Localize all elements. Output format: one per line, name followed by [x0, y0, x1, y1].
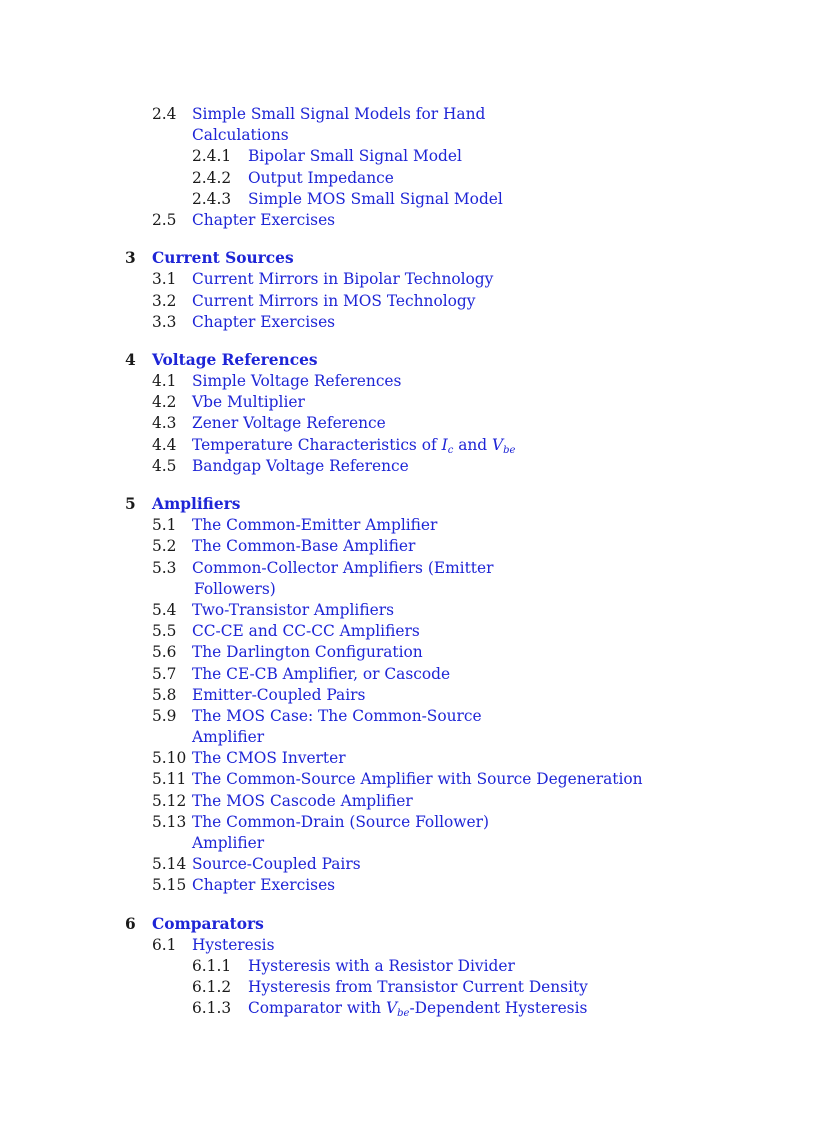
toc-subsection-row[interactable] — [0, 977, 816, 998]
section-link[interactable]: Bandgap Voltage Reference — [192, 456, 409, 475]
section-number: 4.5 — [152, 456, 177, 475]
toc-section-row[interactable] — [0, 748, 816, 769]
section-number: 5.3 — [152, 558, 177, 577]
toc-section-row[interactable] — [0, 600, 816, 621]
toc-section-row[interactable] — [0, 854, 816, 875]
chapter-number: 3 — [125, 249, 136, 268]
toc-section-row[interactable] — [0, 769, 816, 790]
toc-section-row[interactable] — [0, 413, 816, 434]
section-number: 5.14 — [152, 855, 187, 874]
section-link[interactable]: Two-Transistor Amplifiers — [192, 600, 394, 619]
subsection-link[interactable]: Simple MOS Small Signal Model — [248, 189, 503, 208]
section-link-continuation[interactable]: Amplifier — [192, 834, 265, 852]
chapter-number: 4 — [125, 350, 136, 369]
section-link[interactable]: Current Mirrors in MOS Technology — [192, 291, 476, 310]
toc-chapter-row[interactable] — [0, 494, 816, 515]
subsection-link[interactable]: Hysteresis from Transistor Current Density — [248, 978, 588, 997]
toc-section-title-continuation[interactable] — [0, 579, 816, 600]
chapter-number: 5 — [125, 495, 136, 513]
toc-chapter-row[interactable] — [0, 350, 816, 371]
section-number: 4.3 — [152, 414, 177, 433]
section-number: 5.7 — [152, 664, 177, 683]
toc-section-row[interactable] — [0, 642, 816, 663]
subsection-link[interactable]: Bipolar Small Signal Model — [248, 147, 462, 166]
toc-section-row[interactable] — [0, 104, 816, 125]
subsection-link[interactable]: Output Impedance — [248, 168, 394, 187]
subsection-link[interactable] — [248, 998, 587, 1024]
section-link[interactable]: The Common-Emitter Amplifier — [192, 516, 438, 535]
section-number: 4.1 — [152, 372, 177, 391]
toc-section-row[interactable] — [0, 456, 816, 477]
section-number: 4.4 — [152, 435, 177, 454]
section-link[interactable]: The Darlington Configuration — [192, 643, 423, 662]
toc-chapter-row[interactable] — [0, 914, 816, 935]
section-link[interactable]: Chapter Exercises — [192, 876, 336, 895]
section-link[interactable]: The CMOS Inverter — [192, 749, 346, 768]
title-text: Comparator with — [248, 999, 386, 1018]
section-link[interactable]: The Common-Base Amplifier — [192, 537, 416, 556]
section-link[interactable]: Source-Coupled Pairs — [192, 855, 361, 874]
toc-section-row[interactable] — [0, 664, 816, 685]
section-link-continuation[interactable]: Followers) — [194, 579, 276, 598]
toc-section-title-continuation[interactable] — [0, 727, 816, 748]
subsection-number: 2.4.3 — [192, 189, 232, 208]
toc-subsection-row[interactable] — [0, 189, 816, 210]
section-number: 3.1 — [152, 270, 177, 289]
title-text: -Dependent Hysteresis — [409, 999, 588, 1018]
chapter-number: 6 — [125, 914, 136, 933]
section-number: 5.12 — [152, 791, 187, 810]
toc-section-title-continuation[interactable] — [0, 125, 816, 146]
section-link[interactable]: Common-Collector Amplifiers (Emitter — [192, 558, 494, 577]
section-number: 2.4 — [152, 105, 177, 123]
section-number: 5.15 — [152, 876, 187, 895]
title-text: and — [453, 435, 493, 454]
math-symbol: I — [441, 435, 448, 454]
toc-subsection-row[interactable] — [0, 168, 816, 189]
section-link[interactable]: The MOS Cascode Amplifier — [192, 791, 413, 810]
subsection-number: 2.4.2 — [192, 168, 232, 187]
section-link[interactable]: The MOS Case: The Common-Source — [192, 706, 482, 725]
math-subscript: be — [397, 1008, 410, 1020]
section-link[interactable]: Current Mirrors in Bipolar Technology — [192, 270, 494, 289]
section-link[interactable]: Zener Voltage Reference — [192, 414, 386, 433]
section-link[interactable]: Hysteresis — [192, 935, 275, 954]
toc-section-row[interactable] — [0, 210, 816, 231]
toc-section-row[interactable] — [0, 371, 816, 392]
title-text: Temperature Characteristics of — [192, 435, 442, 454]
section-number: 6.1 — [152, 935, 177, 954]
chapter-link[interactable]: Current Sources — [152, 249, 294, 268]
toc-section-row[interactable] — [0, 536, 816, 557]
toc-section-row[interactable] — [0, 812, 816, 833]
toc-chapter-row[interactable] — [0, 248, 816, 269]
subsection-link[interactable]: Hysteresis with a Resistor Divider — [248, 956, 515, 975]
math-subscript: c — [447, 444, 454, 456]
section-number: 5.10 — [152, 749, 187, 768]
section-link[interactable]: The CE-CB Amplifier, or Cascode — [192, 664, 451, 683]
toc-section-row[interactable] — [0, 558, 816, 579]
table-of-contents — [0, 104, 816, 1020]
chapter-link[interactable]: Amplifiers — [152, 495, 241, 513]
section-link[interactable]: Emitter-Coupled Pairs — [192, 685, 366, 704]
section-number: 5.8 — [152, 685, 177, 704]
toc-section-row[interactable] — [0, 791, 816, 812]
toc-section-row[interactable] — [0, 435, 816, 456]
section-link[interactable]: Simple Voltage References — [192, 372, 402, 391]
toc-subsection-row[interactable] — [0, 998, 816, 1019]
toc-section-row[interactable] — [0, 685, 816, 706]
toc-section-row[interactable] — [0, 269, 816, 290]
section-number: 4.2 — [152, 393, 177, 412]
chapter-link[interactable]: Comparators — [152, 914, 264, 933]
section-number: 5.5 — [152, 622, 177, 641]
section-link[interactable]: Simple Small Signal Models for Hand — [192, 105, 486, 123]
section-link-continuation[interactable]: Calculations — [192, 126, 289, 145]
subsection-number: 6.1.2 — [192, 978, 232, 997]
math-symbol: V — [385, 999, 398, 1018]
toc-section-row[interactable] — [0, 515, 816, 536]
section-number: 5.6 — [152, 643, 177, 662]
section-link[interactable]: The Common-Source Amplifier with Source Degeneration — [192, 770, 643, 789]
section-number: 3.2 — [152, 291, 177, 310]
toc-section-row[interactable] — [0, 291, 816, 312]
section-number: 5.4 — [152, 600, 177, 619]
toc-section-row[interactable] — [0, 312, 816, 333]
math-subscript: be — [503, 444, 516, 456]
toc-section-row[interactable] — [0, 392, 816, 413]
toc-section-row[interactable] — [0, 621, 816, 642]
toc-section-row[interactable] — [0, 706, 816, 727]
section-link[interactable]: Chapter Exercises — [192, 312, 336, 331]
toc-section-title-continuation[interactable] — [0, 833, 816, 854]
math-symbol: V — [492, 435, 504, 454]
section-number: 5.9 — [152, 706, 177, 725]
section-link[interactable]: The Common-Drain (Source Follower) — [192, 812, 489, 831]
toc-section-row[interactable] — [0, 875, 816, 896]
toc-section-row[interactable] — [0, 935, 816, 956]
toc-subsection-row[interactable] — [0, 146, 816, 167]
section-link[interactable]: Vbe Multiplier — [192, 393, 305, 412]
section-link-continuation[interactable]: Amplifier — [192, 728, 265, 747]
subsection-number: 2.4.1 — [192, 147, 232, 166]
section-number: 2.5 — [152, 210, 177, 229]
subsection-number: 6.1.3 — [192, 999, 232, 1018]
toc-subsection-row[interactable] — [0, 956, 816, 977]
section-number: 5.2 — [152, 537, 177, 556]
section-number: 5.1 — [152, 516, 177, 535]
chapter-link[interactable]: Voltage References — [152, 350, 318, 369]
section-link[interactable]: CC-CE and CC-CC Amplifiers — [192, 622, 420, 641]
section-number: 5.11 — [152, 770, 187, 789]
subsection-number: 6.1.1 — [192, 956, 232, 975]
section-link[interactable]: Chapter Exercises — [192, 210, 336, 229]
section-number: 3.3 — [152, 312, 177, 331]
section-number: 5.13 — [152, 812, 187, 831]
